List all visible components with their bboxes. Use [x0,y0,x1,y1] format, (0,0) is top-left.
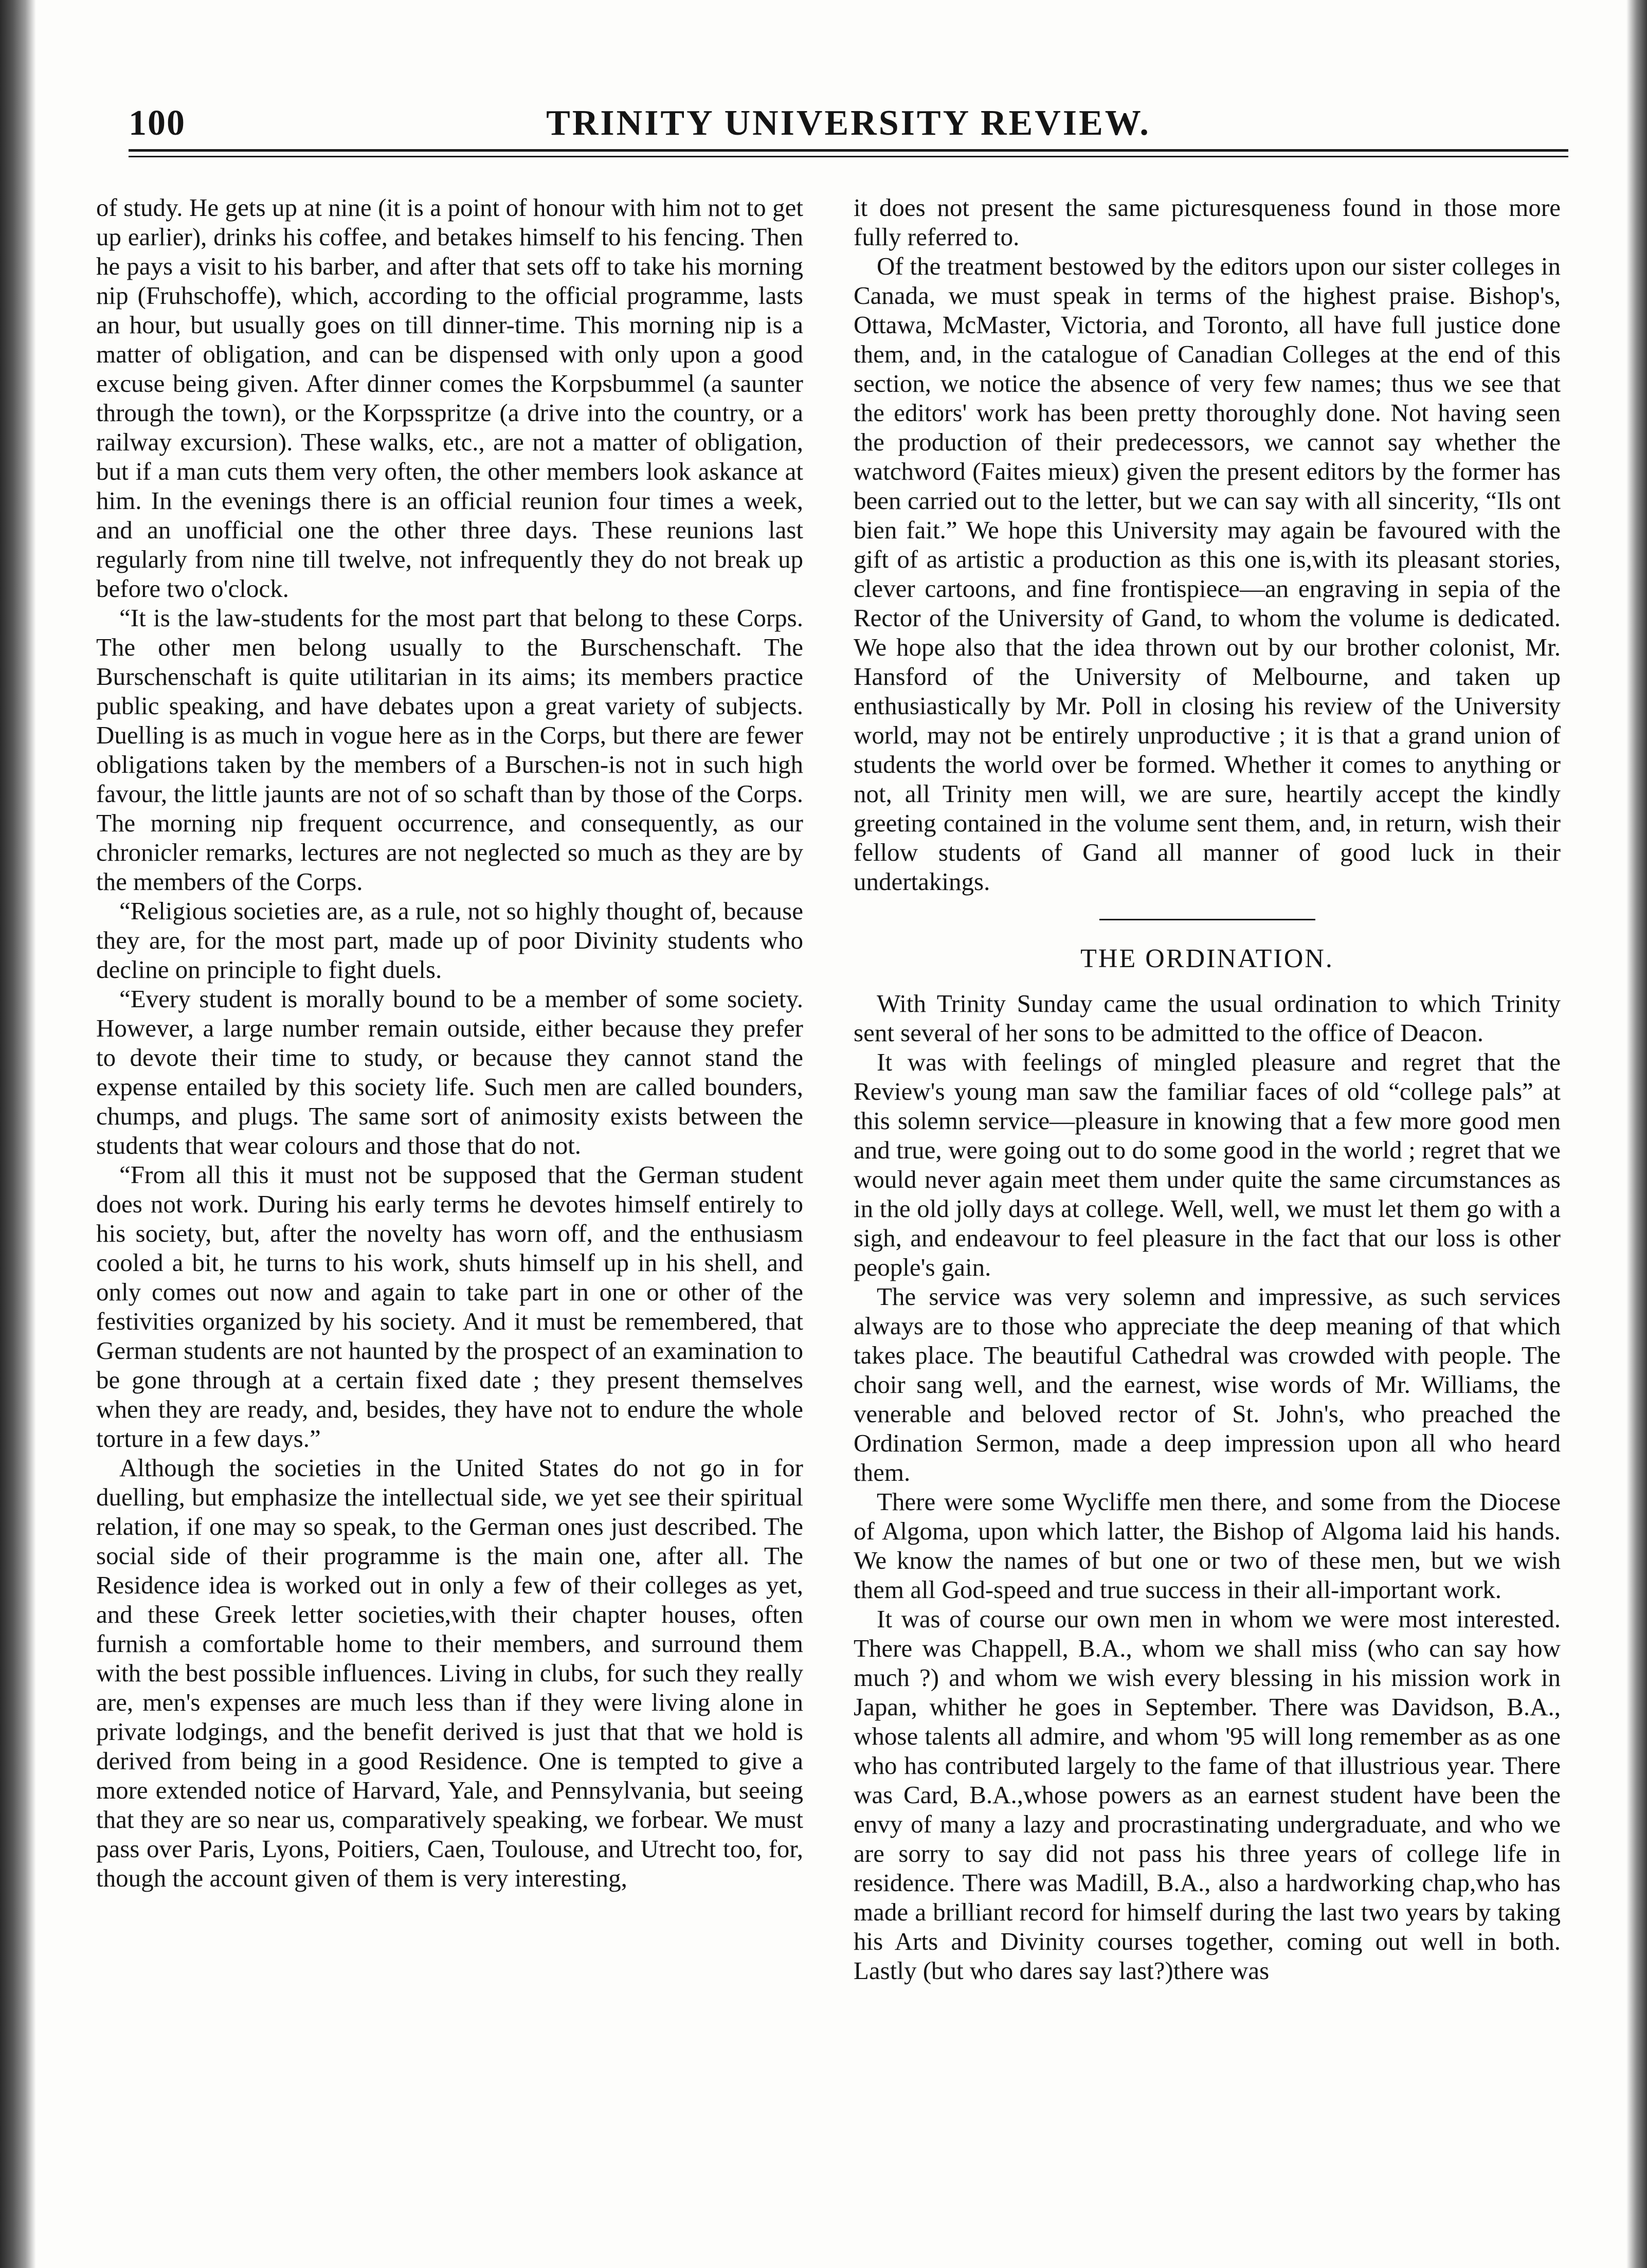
left-column [96,193,803,2244]
paragraph: “Every student is morally bound to be a member of some society. However, a large number remain outside, either because they prefer to devote their time to study, or because they cannot stand the expense entailed by this society life. Such men are called bounders, chumps, and plugs. The same sort of animosity exists between the students that wear colours and those that do not. [96,985,803,1159]
right-column [854,193,1561,2244]
paragraph: The service was very solemn and impressive, as such services always are to those who appreciate the deep meaning of that which takes place. The beautiful Cathedral was crowded with people. The choir sang well, and the earnest, wise words of Mr. Williams, the venerable and beloved rector of St. John's, who preached the Ordination Sermon, made a deep impression upon all who heard them. [854,1282,1561,1486]
paragraph: It was of course our own men in whom we were most interested. There was Chappell, B.A., whom we shall miss (who can say how much ?) and whom we wish every blessing in his mission work in Japan, whither he goes in September. There was Davidson, B.A., whose talents all admire, and whom '95 will long remember as as one who has contributed largely to the fame of that illustrious year. There was Card, B.A.,whose powers as an earnest student have been the envy of many a lazy and procrastinating undergraduate, and who we are sorry to say did not pass his three years of college life in residence. There was Madill, B.A., also a hardworking chap,who has made a brilliant record for himself during the last two years by taking his Arts and Divinity courses together, coming out well in both. Lastly (but who dares say last?)there was [854,1605,1561,1985]
header-rule-thin [129,156,1568,157]
page-number: 100 [129,103,186,143]
scan-right-edge [1626,0,1647,2268]
paragraph: It was with feelings of mingled pleasure and regret that the Review's young man saw the familiar faces of old “college pals” at this solemn service—pleasure in knowing that a few more good men and true, were going out to do some good in the world ; regret that we would never again meet them under quite the same circumstances as in the old jolly days at college. Well, well, we must let them go with a sigh, and endeavour to feel pleasure in the fact that our loss is other people's gain. [854,1048,1561,1281]
paragraph: of study. He gets up at nine (it is a point of honour with him not to get up earlier), drinks his coffee, and betakes himself to his fencing. Then he pays a visit to his barber, and after that sets off to take his morning nip (Fruhschoffe), which, according to the official programme, lasts an hour, but usually goes on till dinner-time. This morning nip is a matter of obligation, and can be dispensed with only upon a good excuse being given. After dinner comes the Korpsbummel (a saunter through the town), or the Korpsspritze (a drive into the country, or a railway excursion). These walks, etc., are not a matter of obligation, but if a man cuts them very often, the other members look askance at him. In the evenings there is an official reunion four times a week, and an unofficial one the other three days. These reunions last regularly from nine till twelve, not infrequently they do not break up before two o'clock. [96,193,803,603]
paragraph: “It is the law-students for the most part that belong to these Corps. The other men belong usually to the Burschenschaft. The Burschenschaft is quite utilitarian in its aims; its members practice public speaking, and have debates upon a great variety of subjects. Duelling is as much in vogue here as in the Corps, but there are fewer obligations taken by the members of a Burschen-is not in such high favour, the little jaunts are not of so schaft than by those of the Corps. The morning nip frequent occurrence, and consequently, as our chronicler remarks, lectures are not neglected so much as they are by the members of the Corps. [96,604,803,896]
paragraph: “Religious societies are, as a rule, not so highly thought of, because they are, for the most part, made up of poor Divinity students who decline on principle to fight duels. [96,897,803,984]
paragraph: There were some Wycliffe men there, and some from the Diocese of Algoma, upon which latter, the Bishop of Algoma laid his hands. We know the names of but one or two of these men, but we wish them all God-speed and true success in their all-important work. [854,1487,1561,1604]
paragraph: “From all this it must not be supposed that the German student does not work. During his early terms he devotes himself entirely to his society, but, after the novelty has worn off, and the enthusiasm cooled a bit, he turns to his work, shuts himself up in his shell, and only comes out now and again to take part in one or other of the festivities organized by his society. And it must be remembered, that German students are not haunted by the prospect of an examination to be gone through at a certain fixed date ; they present themselves when they are ready, and, besides, they have not to endure the whole torture in a few days.” [96,1160,803,1453]
paragraph: With Trinity Sunday came the usual ordination to which Trinity sent several of her sons to be admitted to the office of Deacon. [854,989,1561,1047]
paragraph: Although the societies in the United States do not go in for duelling, but emphasize the intellectual side, we yet see their spiritual relation, if one may so speak, to the German ones just described. The social side of their programme is the main one, after all. The Residence idea is worked out in only a few of their colleges as yet, and these Greek letter societies,with their chapter houses, often furnish a comfortable home to their members, and surround them with the best possible influences. Living in clubs, for such they really are, men's expenses are much less than if they were living alone in private lodgings, and the benefit derived is just that that we hold is derived from being in a good Residence. One is tempted to give a more extended notice of Harvard, Yale, and Pennsylvania, but seeing that they are so near us, comparatively speaking, we forbear. We must pass over Paris, Lyons, Poitiers, Caen, Toulouse, and Utrecht too, for, though the account given of them is very interesting, [96,1454,803,1892]
header-rule-thick [129,149,1568,152]
paragraph: it does not present the same picturesqueness found in those more fully referred to. [854,193,1561,251]
section-heading: THE ORDINATION. [1080,944,1334,973]
paragraph: Of the treatment bestowed by the editors upon our sister colleges in Canada, we must speak in terms of the highest praise. Bishop's, Ottawa, McMaster, Victoria, and Toronto, all have full justice done them, and, in the catalogue of Canadian Colleges at the end of this section, we notice the absence of very few names; thus we see that the editors' work has been pretty thoroughly done. Not having seen the production of their predecessors, we cannot say whether the watchword (Faites mieux) given the present editors by the former has been carried out to the letter, but we can say with all sincerity, “Ils ont bien fait.” We hope this University may again be favoured with the gift of as artistic a production as this one is,with its pleasant stories, clever cartoons, and fine frontispiece—an engraving in sepia of the Rector of the University of Gand, to whom the volume is dedicated. We hope also that the idea thrown out by our brother colonist, Mr. Hansford of the University of Melbourne, and taken up enthusiastically by Mr. Poll in closing his review of the University world, may not be entirely unproductive ; it is that a grand union of students the world over be formed. Whether it comes to anything or not, all Trinity men will, we are sure, heartily accept the kindly greeting contained in the volume sent them, and, in return, wish their fellow students of Gand all manner of good luck in their undertakings. [854,252,1561,896]
page-header [129,98,1568,154]
section-divider [1099,919,1315,920]
journal-title: TRINITY UNIVERSITY REVIEW. [546,103,1151,143]
scan-binding-edge [0,0,36,2268]
